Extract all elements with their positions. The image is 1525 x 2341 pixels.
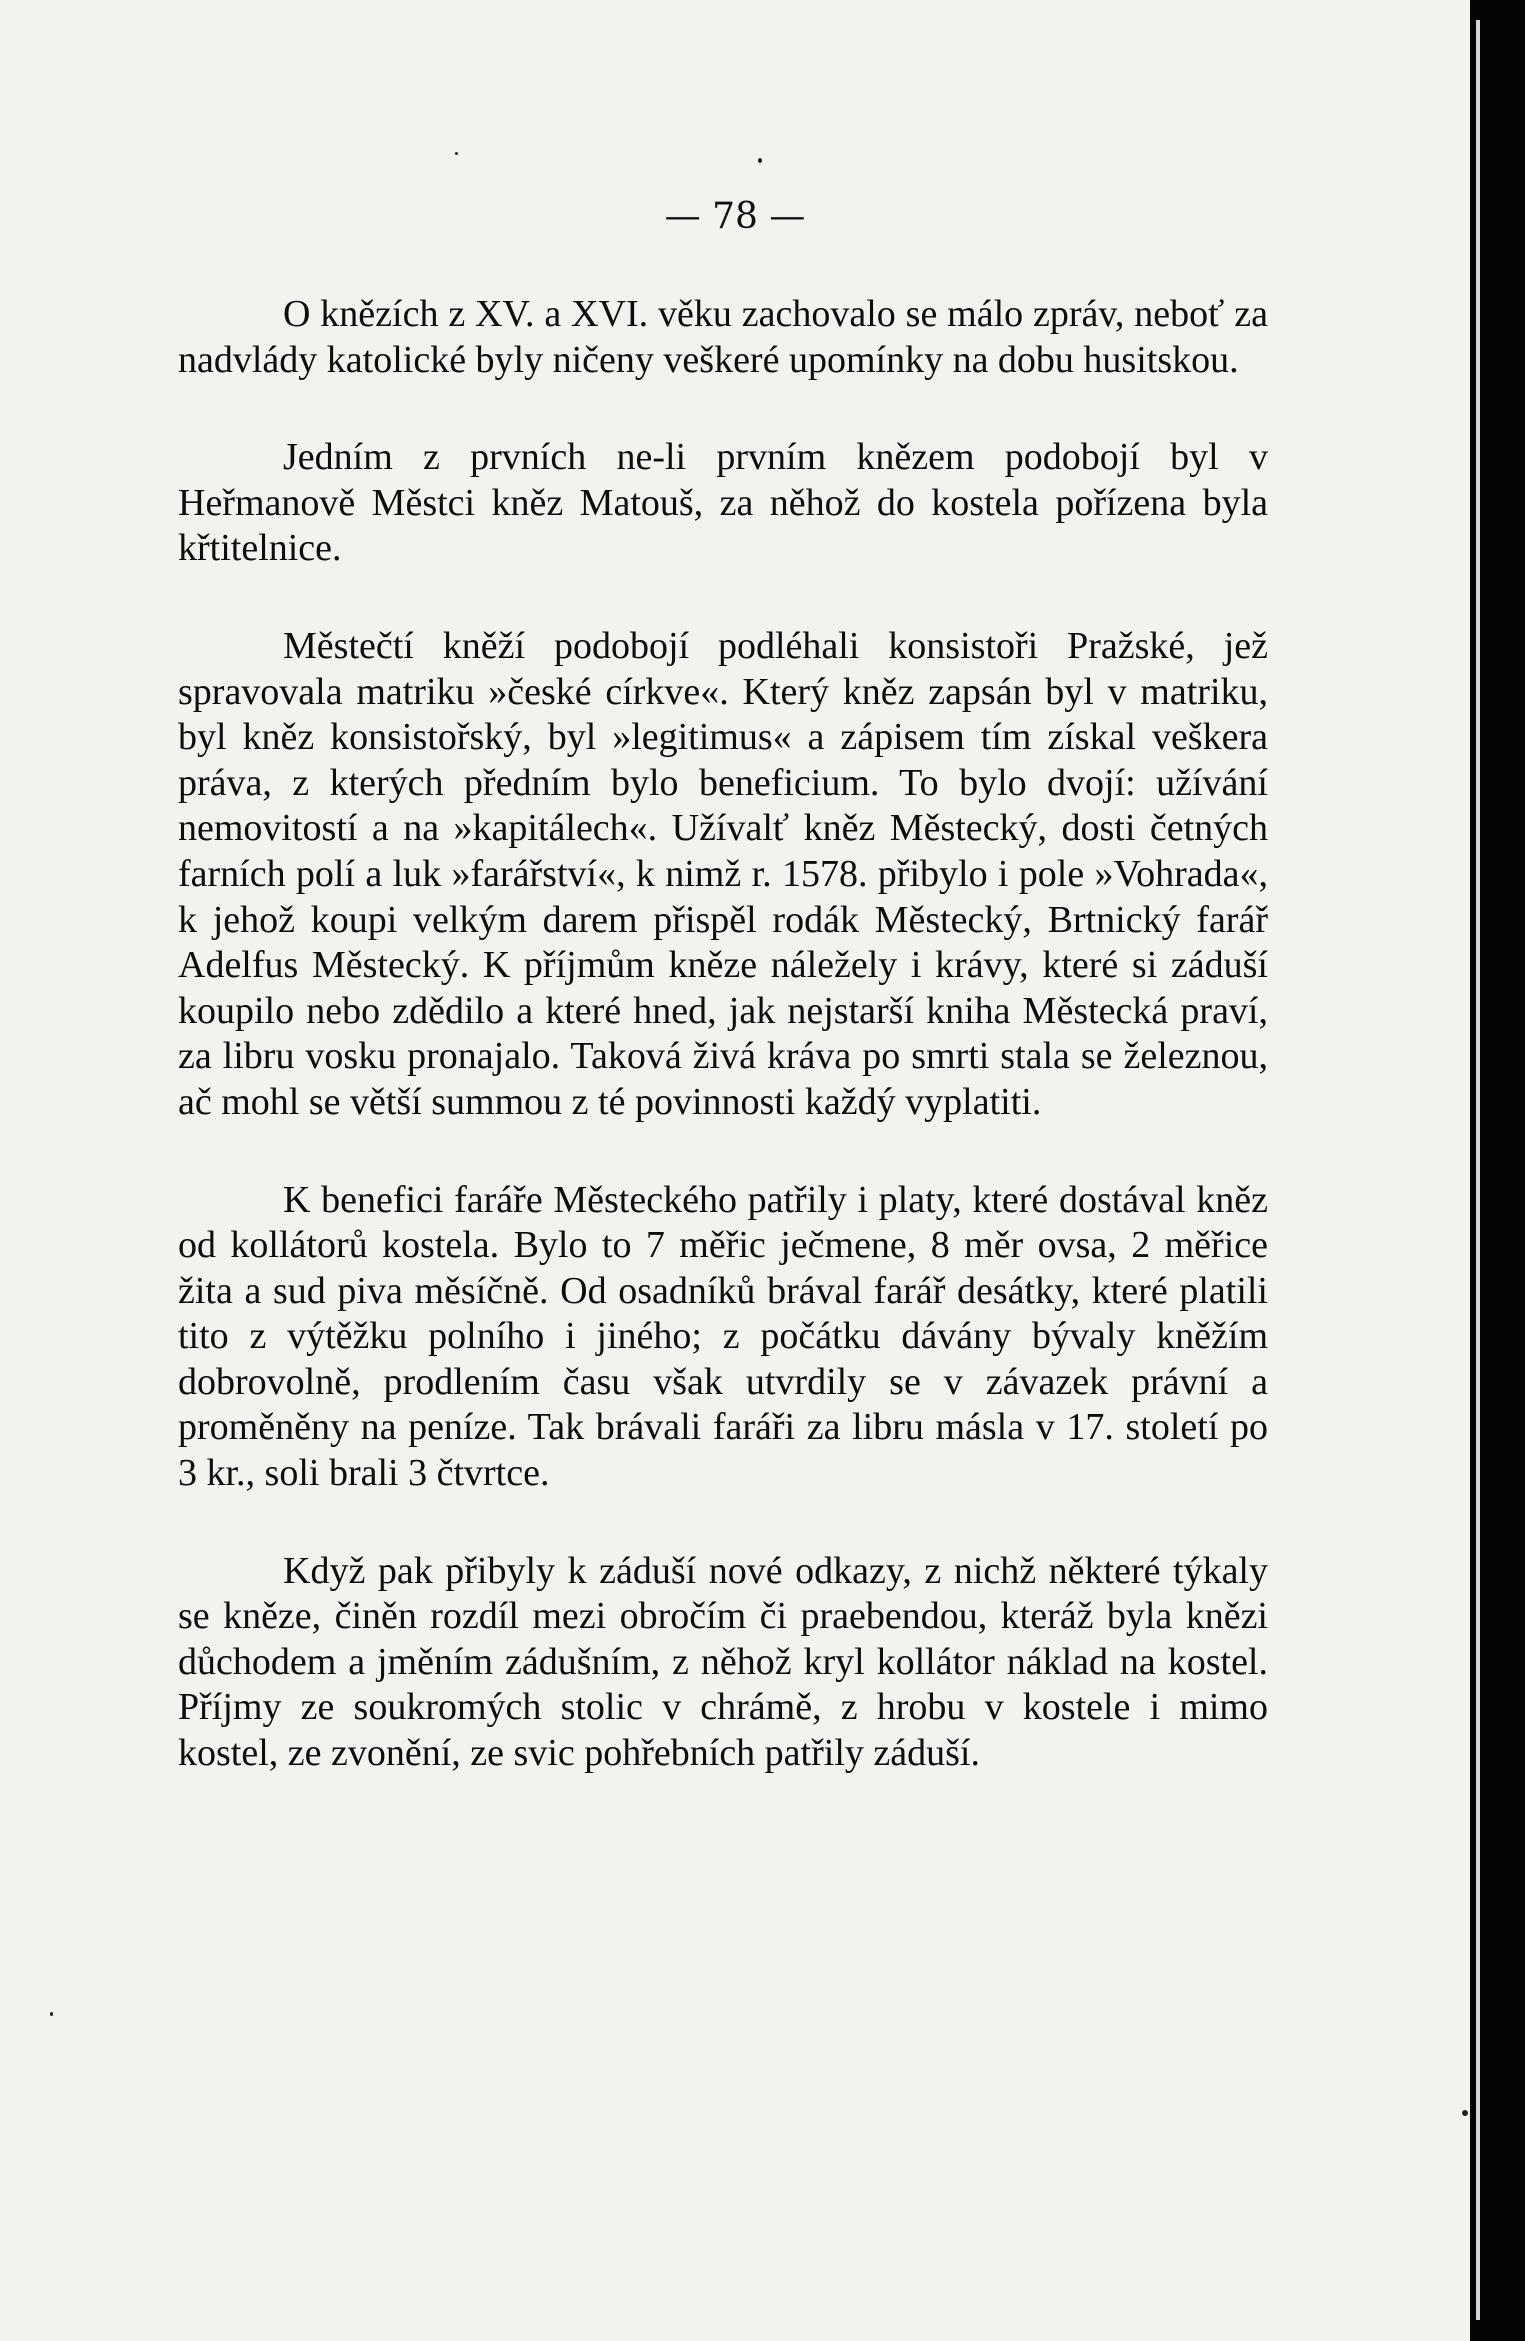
paragraph-4: K benefici faráře Městeckého patřily i platy, které dostával kněz od kollátorů kostela. Bylo to 7 měřic ječmene, 8 měr ovsa, 2 měřice žita a sud piva měsíčně. Od osadníků brával farář desátky, které platili tito z výtěžku polního i jiného; z počátku dávány bývaly kněžím dobrovolně, prodlením času však utvrdily se v závazek právní a proměněny na peníze. Tak brávali faráři za libru másla v 17. století po 3 kr., soli brali 3 čtvrtce. (178, 1178, 1268, 1495)
page-text (178, 292, 1268, 1829)
scan-right-border (1470, 0, 1525, 2341)
scan-speck (758, 158, 762, 163)
page-number: — 78 — (664, 196, 806, 237)
scan-speck (50, 2012, 53, 2016)
paragraph-1: O knězích z XV. a XVI. věku zachovalo se málo zpráv, neboť za nadvlády katolické byly ničeny veškeré upomínky na dobu husitskou. (178, 293, 1268, 381)
paragraph-3: Městečtí kněží podobojí podléhali konsistoři Pražské, jež spravovala matriku »české církve«. Který kněz zapsán byl v matriku, byl kněz konsistořský, byl »legitimus« a zápisem tím získal veškera práva, z kterých předním bylo beneficium. To bylo dvojí: užívání nemovitostí a na »kapitálech«. Užívalť kněz Městecký, dosti četných farních polí a luk »farářství«, k nimž r. 1578. přibylo i pole »Vohrada«, k jehož koupi velkým darem přispěl rodák Městecký, Brtnický farář Adelfus Městecký. K příjmům kněze náležely i krávy, které si záduší koupilo nebo zdědilo a které hned, jak nejstarší kniha Městecká praví, za libru vosku pronajalo. Taková živá kráva po smrti stala se železnou, ač mohl se větší summou z té povinnosti každý vyplatiti. (178, 624, 1268, 1123)
scan-speck (1462, 2110, 1468, 2116)
paragraph-5: Když pak přibyly k záduší nové odkazy, z nichž některé týkaly se kněze, činěn rozdíl mezi obročím či praebendou, kteráž byla knězi důchodem a jměním zádušním, z něhož kryl kollátor náklad na kostel. Příjmy ze soukromých stolic v chrámě, z hrobu v kostele i mimo kostel, ze zvonění, ze svic pohřebních patřily záduší. (178, 1549, 1268, 1775)
paragraph-2: Jedním z prvních ne-li prvním knězem podobojí byl v Heřmanově Městci kněz Matouš, za něhož do kostela pořízena byla křtitelnice. (178, 436, 1268, 570)
page-edge-line (1476, 20, 1480, 2320)
scan-speck (455, 152, 458, 155)
